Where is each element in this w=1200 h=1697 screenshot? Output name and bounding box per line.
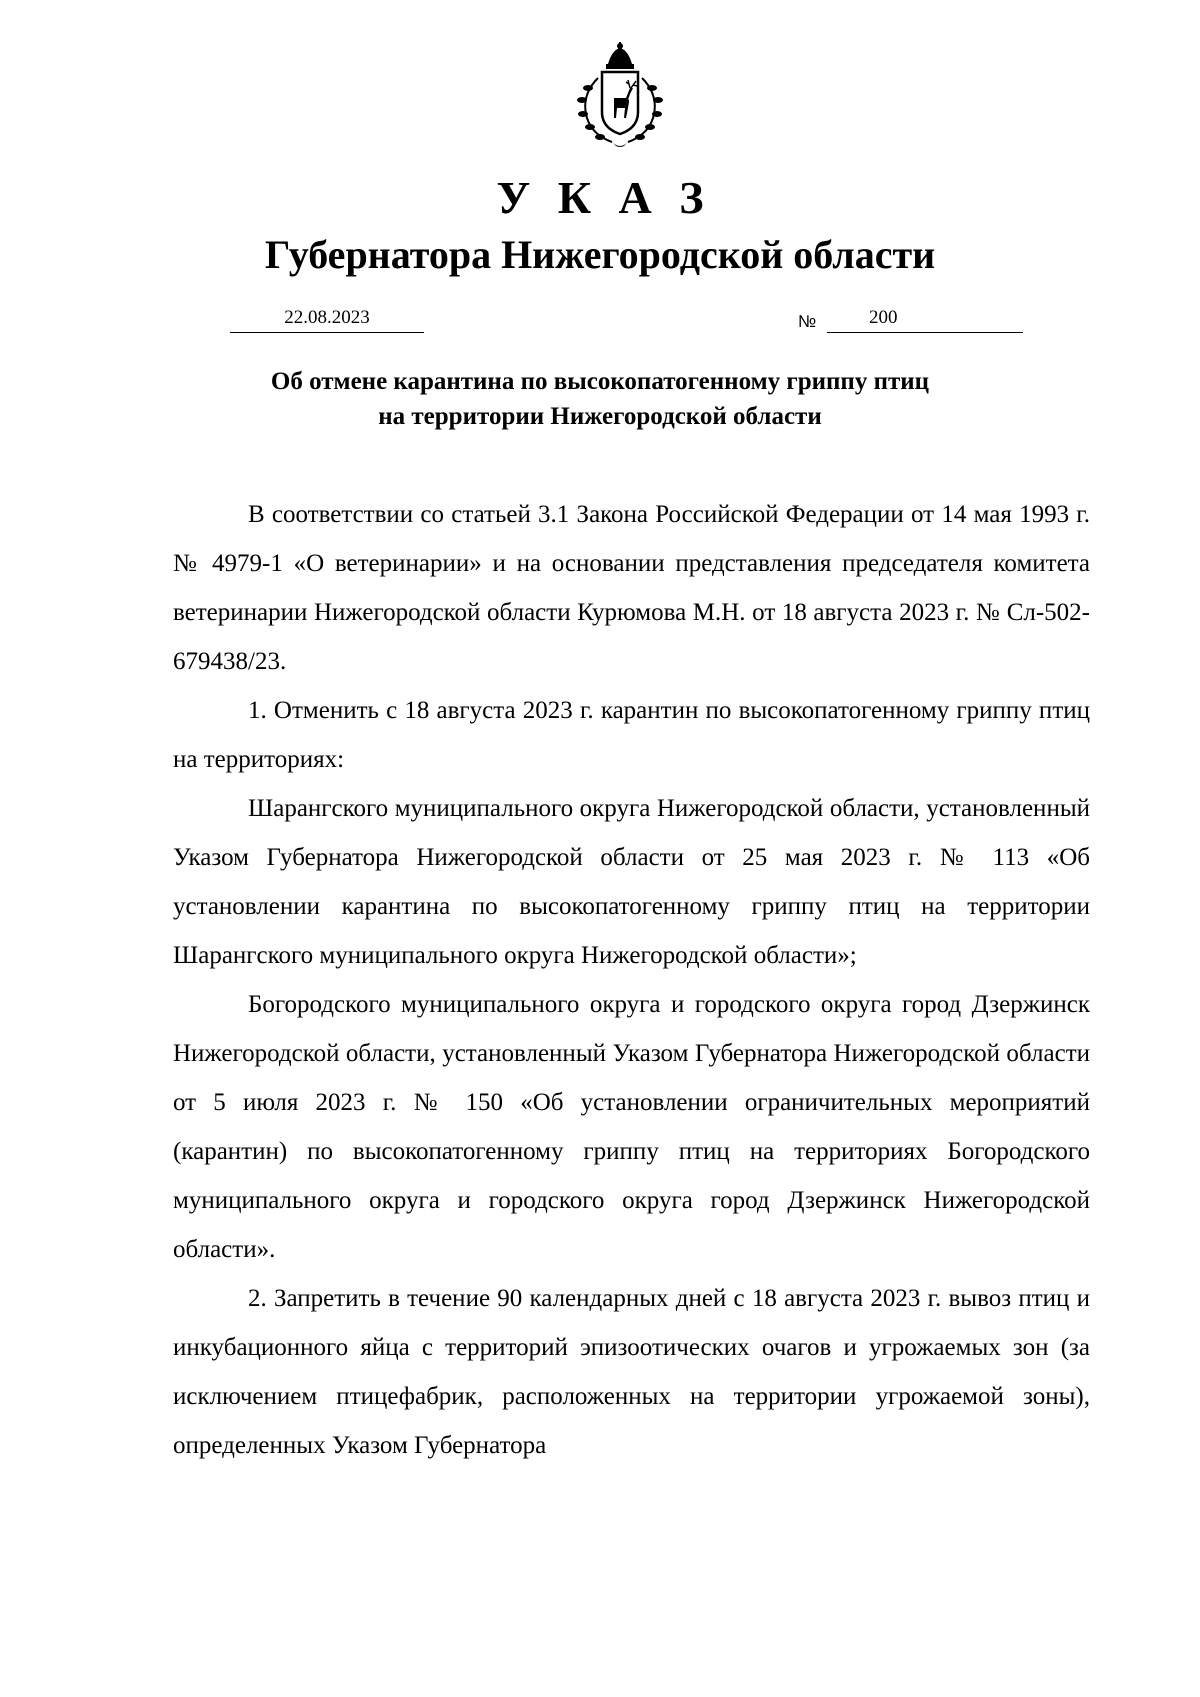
paragraph-sharanga: Шарангского муниципального округа Нижегородской области, установленный Указом Губернатора Нижегородской области от 25 мая 2023 г. № 113 «Об установлении карантина по высокопатогенному гриппу птиц на территории Шарангского муниципального округа Нижегородской области»; [173, 795, 1090, 969]
document-subject [0, 364, 1200, 434]
document-body [173, 490, 1090, 1470]
paragraph-bogorodsk: Богородского муниципального округа и городского округа город Дзержинск Нижегородской области, установленный Указом Губернатора Нижегородской области от 5 июля 2023 г. № 150 «Об установлении ограничительных мероприятий (карантин) по высокопатогенному гриппу птиц на территориях Богородского муниципального округа и городского округа город Дзержинск Нижегородской области». [173, 991, 1090, 1263]
paragraph-item-2: 2. Запретить в течение 90 календарных дней с 18 августа 2023 г. вывоз птиц и инкубационного яйца с территорий эпизоотических очагов и угрожаемых зон (за исключением птицефабрик, расположенных на территории угрожаемой зоны), определенных Указом Губернатора [173, 1285, 1090, 1459]
number-label: № [798, 312, 817, 331]
document-date: 22.08.2023 [230, 306, 424, 333]
document-number-field [827, 306, 1023, 333]
coat-of-arms-icon [568, 42, 672, 150]
subject-line-2: на территории Нижегородской области [378, 403, 822, 430]
paragraph-item-1: 1. Отменить с 18 августа 2023 г. карантин по высокопатогенному гриппу птиц на территориях: [173, 697, 1090, 773]
paragraph-preamble: В соответствии со статьей 3.1 Закона Российской Федерации от 14 мая 1993 г. № 4979-1 «О ветеринарии» и на основании представления председателя комитета ветеринарии Нижегородской области Курюмова М.Н. от 18 августа 2023 г. № Сл-502-679438/23. [173, 501, 1090, 675]
document-title: У К А З [496, 172, 704, 223]
subject-line-1: Об отмене карантина по высокопатогенному гриппу птиц [270, 368, 930, 395]
document-number: 200 [869, 307, 898, 328]
document-issuer: Губернатора Нижегородской области [264, 232, 936, 277]
